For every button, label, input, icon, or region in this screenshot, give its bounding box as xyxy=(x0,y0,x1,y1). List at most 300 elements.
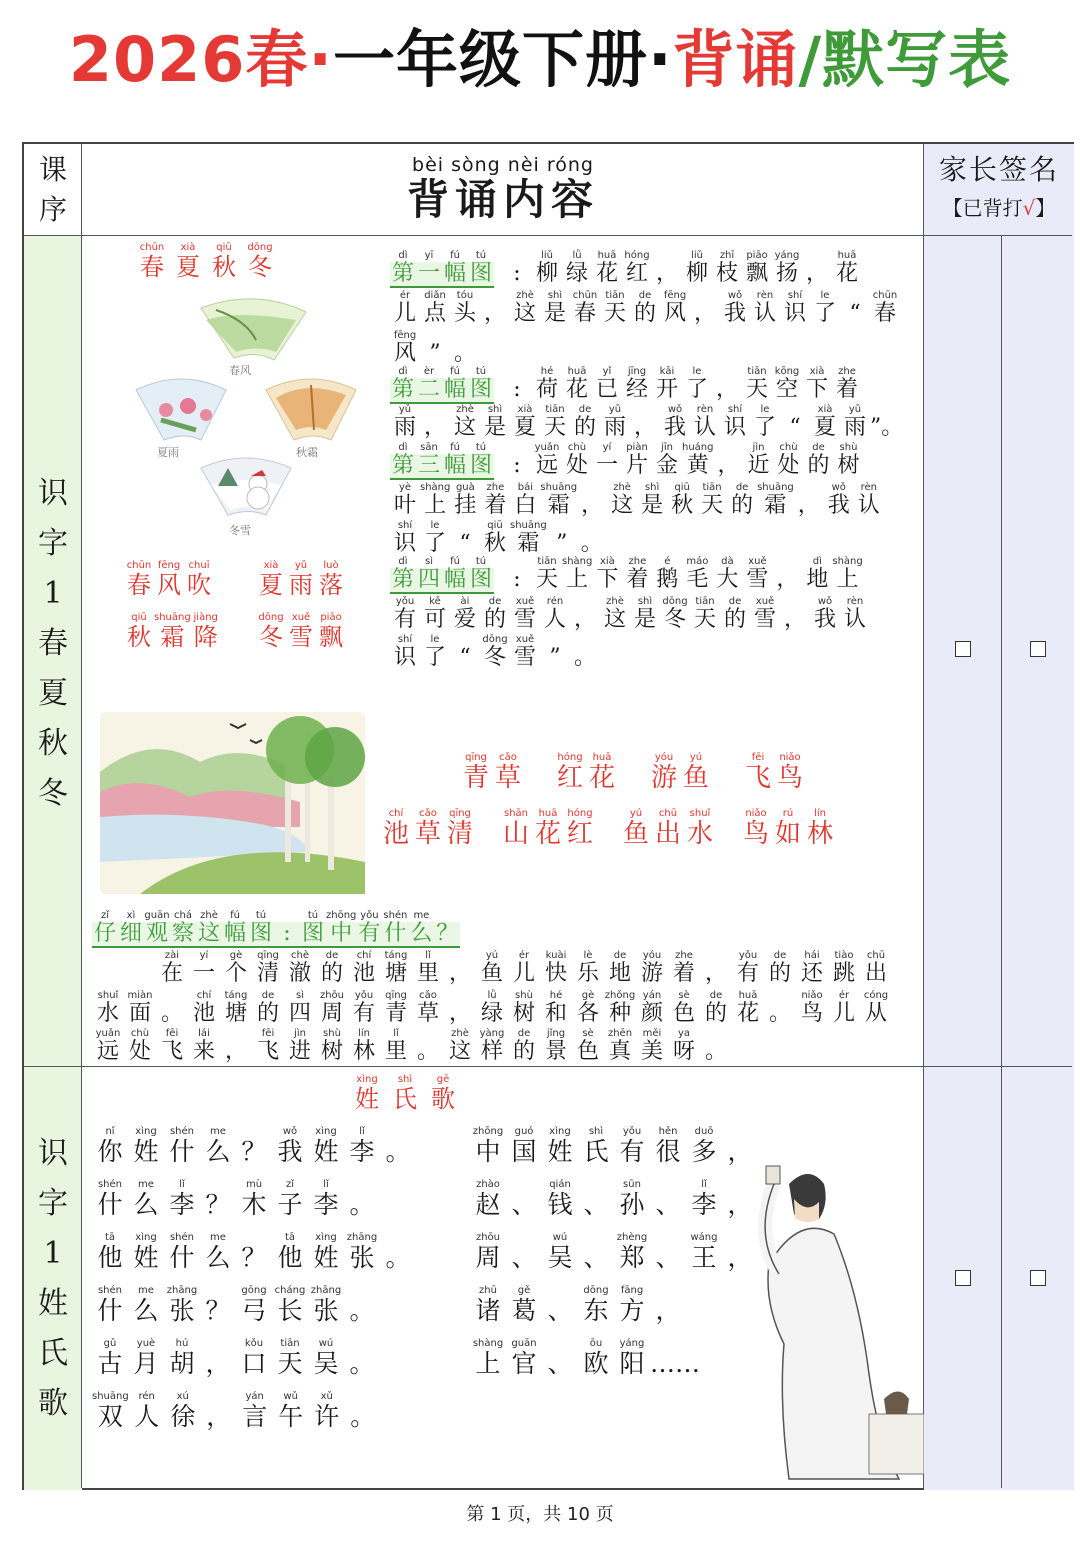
hanzi: 言 xyxy=(242,1402,268,1431)
hanzi-with-pinyin xyxy=(832,556,862,592)
poem-line-right xyxy=(470,1285,686,1325)
pinyin: chá xyxy=(174,910,192,921)
pinyin: niǎo xyxy=(779,752,801,763)
hanzi-with-pinyin xyxy=(92,1338,128,1378)
pinyin: duō xyxy=(694,1126,714,1137)
pinyin: zhāng xyxy=(310,1285,342,1296)
poem-title xyxy=(348,1074,462,1112)
hanzi-with-pinyin xyxy=(686,1126,722,1166)
punctuation xyxy=(236,1126,272,1166)
hanzi: 着 xyxy=(626,567,649,592)
hanzi-with-pinyin xyxy=(128,1338,164,1378)
sign-header-hint xyxy=(924,192,1074,221)
hanzi: 林 xyxy=(352,1039,375,1064)
pinyin: le xyxy=(430,634,440,645)
hanzi-with-pinyin xyxy=(92,1179,128,1219)
hanzi-with-pinyin xyxy=(540,290,570,326)
hanzi: 雪 xyxy=(746,567,769,592)
hanzi: 图 xyxy=(469,567,492,592)
hanzi-with-pinyin xyxy=(562,556,592,592)
pinyin: shén xyxy=(97,1179,123,1190)
hanzi: 你 xyxy=(97,1137,123,1166)
word-phrases-row xyxy=(380,808,836,849)
hanzi-with-pinyin xyxy=(286,560,316,598)
hanzi: 可 xyxy=(423,607,446,632)
hanzi: 我 xyxy=(663,415,686,440)
hanzi-with-pinyin xyxy=(510,290,540,326)
pinyin: wǒ xyxy=(667,404,683,415)
hanzi-with-pinyin xyxy=(272,1126,308,1166)
hanzi: 雨 xyxy=(843,415,866,440)
hanzi-with-pinyin xyxy=(272,1338,308,1378)
hanzi-with-pinyin xyxy=(614,1338,650,1378)
hanzi: : xyxy=(513,261,521,286)
phrase-winter-snow xyxy=(256,612,346,650)
pinyin: tiān xyxy=(747,366,767,377)
hanzi: 里 xyxy=(384,1039,407,1064)
hanzi-with-pinyin xyxy=(772,250,802,286)
observation-text xyxy=(92,1028,732,1064)
pinyin: chù xyxy=(779,442,798,453)
hanzi: ， xyxy=(704,961,727,986)
hanzi: 徐 xyxy=(170,1402,196,1431)
hanzi-with-pinyin xyxy=(764,950,796,986)
hanzi: 木 xyxy=(241,1190,267,1219)
hanzi-with-pinyin xyxy=(860,950,892,986)
hanzi-with-pinyin xyxy=(92,1391,129,1431)
hanzi: 儿 xyxy=(832,1001,855,1026)
pinyin: dì xyxy=(398,442,408,453)
hanzi: 冬 xyxy=(259,623,283,651)
hanzi-with-pinyin xyxy=(316,1028,348,1064)
hanzi-with-pinyin xyxy=(92,1126,128,1166)
hanzi: 红 xyxy=(556,763,583,793)
hanzi: 歌 xyxy=(431,1085,455,1113)
punctuation xyxy=(690,290,720,326)
pinyin: lǐ xyxy=(701,1179,707,1190)
winter-fan-image xyxy=(201,458,291,515)
hanzi-with-pinyin xyxy=(630,596,660,632)
pinyin: wǒ xyxy=(282,1126,298,1137)
hanzi: 第 xyxy=(391,377,414,402)
pinyin: dōng xyxy=(247,242,273,253)
hanzi: 古 xyxy=(97,1349,123,1378)
hanzi-with-pinyin xyxy=(732,990,764,1026)
pinyin: sè xyxy=(678,990,690,1001)
hanzi: 、 xyxy=(547,1296,573,1325)
hanzi: 一 xyxy=(595,453,618,478)
pinyin: zhè xyxy=(456,404,474,415)
pinyin: huā xyxy=(837,250,857,261)
pinyin: jǐng xyxy=(546,1028,566,1039)
hanzi: 花 xyxy=(736,1001,759,1026)
parent-sign-checkbox[interactable] xyxy=(955,641,971,657)
pinyin: zhī xyxy=(719,250,735,261)
hanzi: ， xyxy=(573,607,596,632)
hanzi-with-pinyin xyxy=(416,556,442,592)
pinyin: yǔ xyxy=(398,404,412,415)
hanzi: ， xyxy=(797,493,820,518)
hanzi-with-pinyin xyxy=(578,1338,614,1378)
pinyin: qīng xyxy=(257,950,279,961)
picture-2-label xyxy=(390,366,494,404)
hanzi: ？ xyxy=(436,921,459,946)
pinyin: cǎo xyxy=(419,990,437,1001)
pinyin: yáng xyxy=(774,250,800,261)
hanzi: 近 xyxy=(747,453,770,478)
hanzi-with-pinyin xyxy=(542,1232,578,1272)
hanzi-with-pinyin xyxy=(154,612,191,650)
hanzi-with-pinyin xyxy=(750,596,780,632)
hanzi: 树 xyxy=(320,1039,343,1064)
pinyin: fēng xyxy=(663,290,687,301)
hanzi: 姓 xyxy=(355,1085,379,1113)
hanzi-with-pinyin xyxy=(256,612,286,650)
hanzi: 天 xyxy=(693,607,716,632)
hanzi-with-pinyin xyxy=(380,808,412,849)
observe-prompt xyxy=(92,910,460,948)
punctuation xyxy=(794,482,824,518)
parent-sign-checkbox[interactable] xyxy=(955,1270,971,1286)
hanzi-with-pinyin xyxy=(326,910,356,946)
pinyin: liǔ xyxy=(691,250,703,261)
pinyin: shén xyxy=(383,910,408,921)
punctuation xyxy=(540,634,570,670)
hanzi: 雨 xyxy=(603,415,626,440)
pinyin: yǒu xyxy=(360,910,379,921)
pinyin: zhè xyxy=(606,596,624,607)
header-char: 课 xyxy=(38,153,67,186)
pinyin: diǎn xyxy=(424,290,446,301)
pinyin: dì xyxy=(398,366,408,377)
sign-header-title: 家长签名 xyxy=(938,153,1059,186)
pinyin: wǒ xyxy=(727,290,743,301)
hanzi: 第 xyxy=(391,261,414,286)
pinyin: shuāng xyxy=(757,482,794,493)
hanzi: 是 xyxy=(543,301,566,326)
hanzi: 草 xyxy=(416,1001,439,1026)
pinyin: xǔ xyxy=(320,1391,333,1402)
hanzi-with-pinyin xyxy=(272,1179,308,1219)
hanzi: 美 xyxy=(640,1039,663,1064)
hanzi: 。 xyxy=(350,1402,376,1431)
pond-landscape-illustration xyxy=(100,712,365,894)
hanzi-with-pinyin xyxy=(470,1338,506,1378)
hanzi-with-pinyin xyxy=(470,1285,506,1325)
pinyin: de xyxy=(578,404,592,415)
pinyin: zhǒng xyxy=(604,990,636,1001)
pinyin: yú xyxy=(689,752,703,763)
pinyin: le xyxy=(820,290,830,301)
picture-4-text xyxy=(390,596,870,632)
hanzi: 经 xyxy=(625,377,648,402)
pinyin: xuě xyxy=(515,596,535,607)
punctuation xyxy=(450,634,480,670)
pinyin: lǜ xyxy=(487,990,497,1001)
hanzi: 游 xyxy=(640,961,663,986)
hanzi-with-pinyin xyxy=(510,634,540,670)
hanzi-with-pinyin xyxy=(720,290,750,326)
hanzi-with-pinyin xyxy=(532,366,562,402)
hanzi: 幅 xyxy=(223,921,246,946)
hanzi: 氏 xyxy=(583,1137,609,1166)
hanzi: 这 xyxy=(611,493,634,518)
pinyin: yī xyxy=(424,250,434,261)
hanzi-with-pinyin xyxy=(236,1179,272,1219)
hanzi-with-pinyin xyxy=(667,482,697,518)
hanzi-with-pinyin xyxy=(562,442,592,478)
hanzi-with-pinyin xyxy=(284,950,316,986)
pinyin: tiān xyxy=(537,556,557,567)
pinyin: chūn xyxy=(126,560,152,571)
hanzi-with-pinyin xyxy=(562,250,592,286)
pinyin: xuě xyxy=(515,634,535,645)
pinyin: cháng xyxy=(274,1285,306,1296)
hanzi: 风 xyxy=(157,571,181,599)
lesson-char: 春 xyxy=(38,626,68,661)
hanzi-with-pinyin xyxy=(810,404,840,440)
punctuation xyxy=(870,404,903,440)
hanzi-with-pinyin xyxy=(470,1232,506,1272)
pinyin: tā xyxy=(284,1232,296,1243)
hanzi-with-pinyin xyxy=(308,1126,344,1166)
hanzi-with-pinyin xyxy=(510,482,540,518)
pinyin: lín xyxy=(814,808,826,819)
hanzi: ， xyxy=(727,1190,753,1219)
hanzi-with-pinyin xyxy=(682,442,714,478)
hanzi-with-pinyin xyxy=(284,1028,316,1064)
punctuation xyxy=(650,1232,686,1272)
hanzi: 里 xyxy=(416,961,439,986)
parent-sign-checkbox[interactable] xyxy=(1030,641,1046,657)
pinyin: tiān xyxy=(280,1338,300,1349)
hanzi: 有 xyxy=(358,921,381,946)
punctuation xyxy=(434,910,460,946)
pinyin: wú xyxy=(552,1232,568,1243)
pinyin: ér xyxy=(838,990,850,1001)
hanzi: 阳 xyxy=(619,1349,645,1378)
hanzi-with-pinyin xyxy=(273,1391,309,1431)
hanzi-with-pinyin xyxy=(600,596,630,632)
punctuation xyxy=(652,250,682,286)
sign-column-2-bg xyxy=(1000,144,1074,1490)
pinyin: liǔ xyxy=(541,250,553,261)
picture-3-text xyxy=(502,442,864,478)
pinyin: lín xyxy=(358,1028,370,1039)
hanzi: 郑 xyxy=(619,1243,645,1272)
hanzi-with-pinyin xyxy=(824,482,854,518)
hanzi: 大 xyxy=(716,567,739,592)
hanzi: ？ xyxy=(241,1137,267,1166)
hanzi: 三 xyxy=(417,453,440,478)
hanzi-with-pinyin xyxy=(420,290,450,326)
hanzi: 、 xyxy=(655,1243,681,1272)
hanzi-with-pinyin xyxy=(570,290,600,326)
hanzi-with-pinyin xyxy=(165,1391,201,1431)
pinyin: guà xyxy=(455,482,475,493)
pinyin: shuāng xyxy=(92,1391,129,1402)
hanzi: 雨 xyxy=(289,571,313,599)
hanzi: 方 xyxy=(619,1296,645,1325)
pinyin: cóng xyxy=(863,990,889,1001)
pinyin: shì xyxy=(637,596,653,607)
hanzi-with-pinyin xyxy=(390,596,420,632)
hanzi-with-pinyin xyxy=(308,1232,344,1272)
hanzi: 真 xyxy=(608,1039,631,1064)
pinyin: xià xyxy=(180,242,196,253)
hanzi: 了 xyxy=(685,377,708,402)
punctuation xyxy=(547,520,577,556)
hanzi-with-pinyin xyxy=(344,1232,380,1272)
hanzi-with-pinyin xyxy=(750,290,780,326)
content-column-header xyxy=(82,144,924,236)
pinyin: rèn xyxy=(696,404,714,415)
hanzi: 夏 xyxy=(813,415,836,440)
hanzi: 图 xyxy=(469,453,492,478)
pinyin: zhōu xyxy=(475,1232,501,1243)
pinyin: tú xyxy=(255,910,267,921)
hanzi: 柳 xyxy=(535,261,558,286)
hanzi-with-pinyin xyxy=(237,1391,273,1431)
hanzi-with-pinyin xyxy=(804,442,834,478)
spring-fan-image xyxy=(201,299,306,360)
pinyin: ài xyxy=(460,596,470,607)
hanzi-with-pinyin xyxy=(720,596,750,632)
hanzi: 夏 xyxy=(259,571,283,599)
parent-sign-checkbox[interactable] xyxy=(1030,1270,1046,1286)
pinyin: dōng xyxy=(258,612,284,623)
hanzi-with-pinyin xyxy=(468,442,494,478)
pinyin: yǐ xyxy=(602,366,612,377)
poem-line-right xyxy=(470,1232,758,1272)
season-words xyxy=(134,242,278,280)
hanzi: 。 xyxy=(453,341,476,366)
hanzi-with-pinyin xyxy=(622,556,652,592)
hanzi-with-pinyin xyxy=(156,1028,188,1064)
pinyin: chū xyxy=(658,808,678,819)
punctuation xyxy=(650,1179,686,1219)
hanzi: 一 xyxy=(192,961,215,986)
pinyin: fēng xyxy=(157,560,181,571)
pinyin: de xyxy=(812,442,825,453)
hanzi: 姓 xyxy=(133,1243,159,1272)
hanzi-with-pinyin xyxy=(600,404,630,440)
pinyin: le xyxy=(430,520,440,531)
pinyin: lǐ xyxy=(179,1179,185,1190)
pinyin: de xyxy=(773,950,787,961)
hanzi-with-pinyin xyxy=(828,950,860,986)
hanzi-with-pinyin xyxy=(796,950,828,986)
punctuation xyxy=(420,330,450,366)
hanzi: 荷 xyxy=(535,377,558,402)
punctuation xyxy=(344,1338,380,1378)
hanzi: 认 xyxy=(843,607,866,632)
pinyin: shén xyxy=(169,1126,195,1137)
hanzi: 各 xyxy=(576,1001,599,1026)
hanzi-with-pinyin xyxy=(564,808,596,849)
pinyin: me xyxy=(138,1285,154,1296)
hanzi: 山 xyxy=(502,819,529,849)
pinyin xyxy=(476,837,500,849)
hanzi-with-pinyin xyxy=(712,556,742,592)
hanzi: 姓 xyxy=(133,1137,159,1166)
pinyin xyxy=(524,781,554,793)
hanzi: 幅 xyxy=(443,261,466,286)
hanzi-with-pinyin xyxy=(308,1338,344,1378)
hanzi: 的 xyxy=(483,607,506,632)
hanzi: 黄 xyxy=(686,453,709,478)
word-pairs-row xyxy=(460,752,806,793)
hanzi: 池 xyxy=(382,819,409,849)
hanzi: 上 xyxy=(836,567,859,592)
hanzi-with-pinyin xyxy=(308,1179,344,1219)
pinyin: hóng xyxy=(624,250,650,261)
pinyin: de xyxy=(517,1028,531,1039)
picture-1-label xyxy=(390,250,494,288)
pinyin: de xyxy=(728,596,742,607)
pinyin: chí xyxy=(196,990,212,1001)
pinyin: tóu xyxy=(456,290,474,301)
pinyin: shì xyxy=(588,1126,604,1137)
hanzi-with-pinyin xyxy=(390,290,420,326)
hanzi-with-pinyin xyxy=(308,1285,344,1325)
hanzi: 红 xyxy=(566,819,593,849)
hanzi-with-pinyin xyxy=(468,556,494,592)
pinyin: xìng xyxy=(356,1074,378,1085)
hanzi: ？ xyxy=(241,1243,267,1272)
punctuation xyxy=(476,837,500,849)
hanzi-with-pinyin xyxy=(450,596,480,632)
pinyin xyxy=(596,837,620,849)
hanzi-with-pinyin xyxy=(740,808,772,849)
title-year: 2026春· xyxy=(68,23,333,96)
hanzi: 识 xyxy=(393,531,416,556)
pinyin: chí xyxy=(356,950,372,961)
pinyin: hú xyxy=(175,1338,189,1349)
lesson-char: 冬 xyxy=(38,776,68,811)
pinyin: cǎo xyxy=(499,752,517,763)
hanzi: 这 xyxy=(513,301,536,326)
hanzi-with-pinyin xyxy=(316,560,346,598)
hanzi: 霜 xyxy=(547,493,570,518)
pinyin: guó xyxy=(514,1126,534,1137)
hanzi-with-pinyin xyxy=(380,990,412,1026)
pinyin: shì xyxy=(487,404,503,415)
hanzi: 飘 xyxy=(745,261,768,286)
hanzi-with-pinyin xyxy=(870,290,900,326)
hanzi: 秋 xyxy=(127,623,151,651)
punctuation xyxy=(542,1338,578,1378)
hanzi: 认 xyxy=(857,493,880,518)
punctuation xyxy=(570,634,600,670)
hanzi: 有 xyxy=(393,607,416,632)
hanzi-with-pinyin xyxy=(420,596,450,632)
hanzi: 周 xyxy=(320,1001,343,1026)
hanzi: 飞 xyxy=(744,763,771,793)
pinyin: rèn xyxy=(860,482,877,493)
hanzi-with-pinyin xyxy=(732,950,764,986)
hanzi-with-pinyin xyxy=(92,1232,128,1272)
hanzi-with-pinyin xyxy=(476,950,508,986)
hanzi: 夏 xyxy=(513,415,536,440)
picture-2-text xyxy=(390,404,903,440)
hanzi: 清 xyxy=(446,819,473,849)
hanzi-with-pinyin xyxy=(554,752,586,793)
scholar-figure-illustration xyxy=(749,1144,924,1489)
hanzi-with-pinyin xyxy=(652,442,682,478)
punctuation xyxy=(506,1232,542,1272)
hanzi-with-pinyin xyxy=(572,1028,604,1064)
